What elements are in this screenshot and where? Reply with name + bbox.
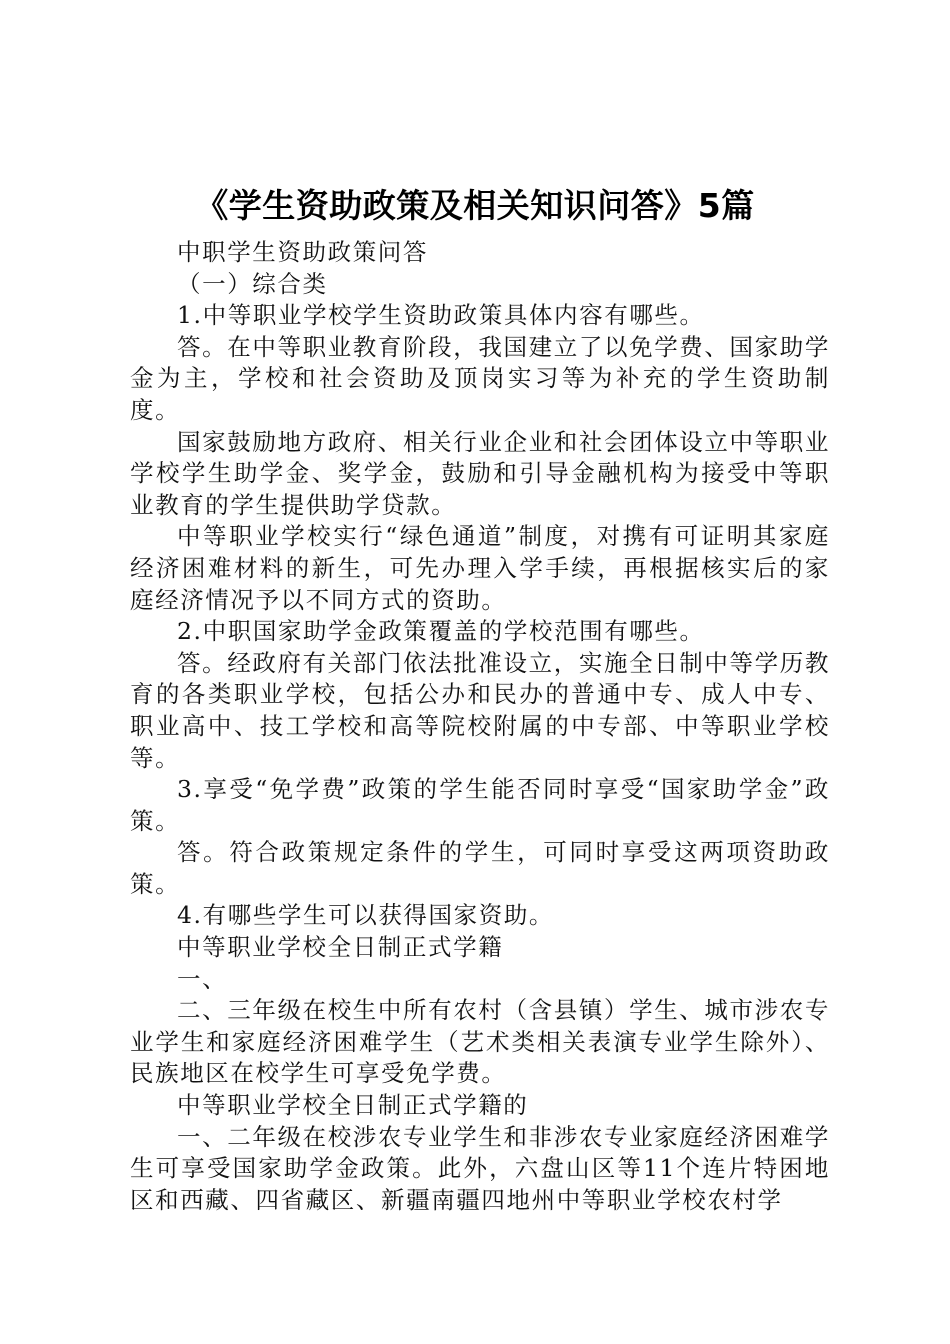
paragraph: 答。经政府有关部门依法批准设立，实施全日制中等学历教育的各类职业学校，包括公办和民办的普通中专、成人中专、职业高中、技工学校和高等院校附属的中专部、中等职业学校等。 — [130, 648, 830, 772]
paragraph: 中等职业学校实行“绿色通道”制度，对携有可证明其家庭经济困难材料的新生，可先办理入学手续，再根据核实后的家庭经济情况予以不同方式的资助。 — [130, 522, 830, 614]
paragraph: 中等职业学校全日制正式学籍 — [177, 933, 504, 962]
paragraph: 二、三年级在校生中所有农村（含县镇）学生、城市涉农专业学生和家庭经济困难学生（艺术类相关表演专业学生除外）、民族地区在校学生可享受免学费。 — [130, 996, 830, 1088]
paragraph: 2.中职国家助学金政策覆盖的学校范围有哪些。 — [177, 617, 705, 646]
paragraph: 答。在中等职业教育阶段，我国建立了以免学费、国家助学金为主，学校和社会资助及顶岗实习等为补充的学生资助制度。 — [130, 332, 830, 424]
paragraph: 3.享受“免学费”政策的学生能否同时享受“国家助学金”政策。 — [130, 775, 830, 835]
paragraph: 答。符合政策规定条件的学生，可同时享受这两项资助政策。 — [130, 838, 830, 898]
paragraph: 中等职业学校全日制正式学籍的 — [177, 1091, 529, 1120]
paragraph: 一、二年级在校涉农专业学生和非涉农专业家庭经济困难学生可享受国家助学金政策。此外，六盘山区等11个连片特困地区和西藏、四省藏区、新疆南疆四地州中等职业学校农村学 — [130, 1122, 830, 1214]
paragraph: 1.中等职业学校学生资助政策具体内容有哪些。 — [177, 301, 705, 330]
paragraph: 国家鼓励地方政府、相关行业企业和社会团体设立中等职业学校学生助学金、奖学金，鼓励和引导金融机构为接受中等职业教育的学生提供助学贷款。 — [130, 427, 830, 519]
document-body — [130, 237, 830, 1216]
paragraph: 4.有哪些学生可以获得国家资助。 — [177, 901, 555, 930]
document-title: 《学生资助政策及相关知识问答》5篇 — [195, 186, 755, 225]
paragraph: （一）综合类 — [177, 269, 328, 298]
paragraph: 中职学生资助政策问答 — [177, 238, 428, 266]
paragraph: 一、 — [177, 964, 228, 993]
